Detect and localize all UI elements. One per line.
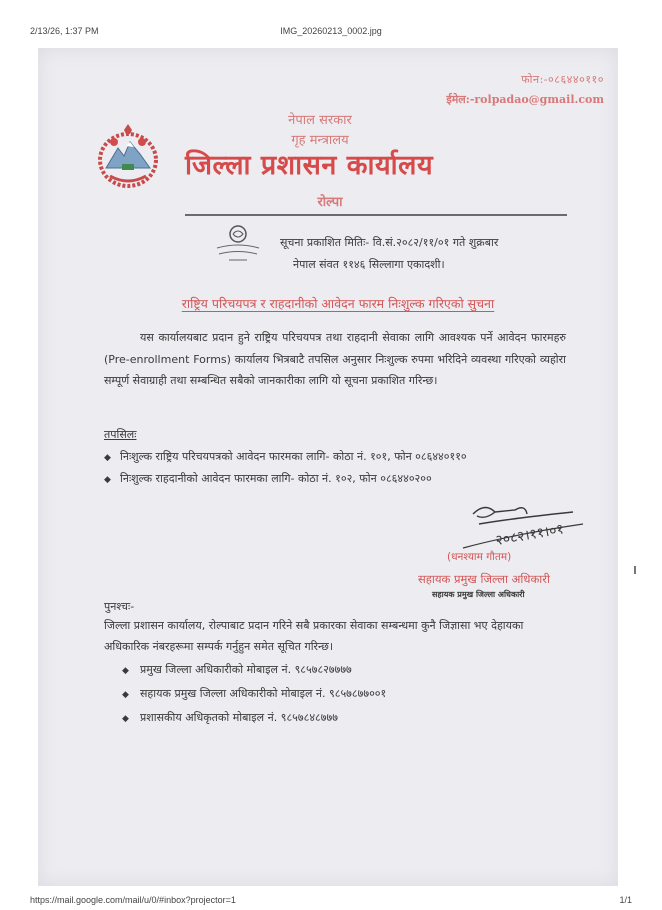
postscript-text: जिल्ला प्रशासन कार्यालय, रोल्पाबाट प्रदान गरिने सबै प्रकारका सेवाका सम्बन्धमा कुनै जिज्ञासा भए देहायका अधिकारिक नंबरहरूमा सम्पर्क गर्नुहुन समेत सूचित गरिन्छ। (104, 619, 524, 653)
header-divider (185, 214, 567, 216)
bullet-icon: ◆ (122, 690, 129, 700)
postscript-label: पुनश्चः- (104, 600, 135, 613)
bullet-icon: ◆ (122, 714, 129, 724)
signer-stamp: सहायक प्रमुख जिल्ला अधिकारी (432, 590, 525, 599)
district-name: रोल्पा (317, 195, 343, 210)
bullet-icon: ◆ (104, 453, 111, 463)
bullet-icon: ◆ (104, 475, 111, 485)
bullet-icon: ◆ (122, 666, 129, 676)
office-stamp-icon (215, 224, 261, 264)
list-item (122, 662, 522, 677)
office-title: जिल्ला प्रशासन कार्यालय (185, 150, 434, 181)
contact-text: सहायक प्रमुख जिल्ला अधिकारीको मोबाइल नं. ९८५७८७७००१ (140, 687, 387, 700)
list-item (104, 471, 564, 486)
signer-title: सहायक प्रमुख जिल्ला अधिकारी (418, 572, 550, 586)
print-filename: IMG_20260213_0002.jpg (280, 26, 382, 36)
signature-date: २०८२।११।०१ (494, 521, 566, 550)
tapsil-heading: तपसिलः (104, 428, 137, 441)
nepal-sambat-line: नेपाल संवत ११४६ सिल्लागा एकादशी। (293, 258, 445, 271)
nepal-emblem-icon (96, 120, 160, 192)
list-item (104, 449, 564, 464)
print-header (0, 26, 662, 40)
tapsil-item-text: निःशुल्क राष्ट्रिय परिचयपत्रको आवेदन फारमका लागि- कोठा नं. १०१, फोन ०८६४४०११० (120, 450, 467, 463)
tapsil-item-text: निःशुल्क राहदानीको आवेदन फारमका लागि- कोठा नं. १०२, फोन ०८६४४०२०० (120, 472, 432, 485)
government-name: नेपाल सरकार (288, 113, 352, 128)
contact-text: प्रमुख जिल्ला अधिकारीको मोबाइल नं. ९८५७८२७७७७ (140, 663, 352, 676)
contact-text: प्रशासकीय अधिकृतको मोबाइल नं. ९८५७८४८७७७ (140, 711, 338, 724)
print-url: https://mail.google.com/mail/u/0/#inbox?projector=1 (30, 895, 236, 905)
notice-date-line: सूचना प्रकाशित मितिः- वि.सं.२०८२/११/०१ गते शुक्रबार (280, 236, 499, 249)
print-footer (0, 895, 662, 909)
notice-title: राष्ट्रिय परिचयपत्र र राहदानीको आवेदन फारम निःशुल्क गरिएको सुचना (181, 296, 495, 311)
signature (455, 494, 595, 556)
office-phone: फोन:-०८६४४०११० (521, 73, 604, 86)
list-item (122, 710, 522, 725)
office-email: ईमेल:-rolpadao@gmail.com (446, 93, 604, 106)
ministry-name: गृह मन्त्रालय (291, 133, 349, 148)
scan-mark (634, 566, 636, 574)
page-number: 1/1 (619, 895, 632, 905)
notice-body: यस कार्यालयबाट प्रदान हुने राष्ट्रिय परिचयपत्र तथा राहदानी सेवाका लागि आवश्यक पर्ने आवेदन फारमहरु (Pre-enrollment Forms) कार्यालय भित्रबाटै तपसिल अनुसार निःशुल्क रुपमा भरिदिने व्यवस्था गरिएको व्यहोरा सम्पूर्ण सेवाग्राही तथा सम्बन्धित सबैको जानकारीका लागि यो सूचना प्रकाशित गरिन्छ। (104, 331, 566, 387)
signer-name: (धनश्याम गौतम) (447, 551, 512, 563)
print-timestamp: 2/13/26, 1:37 PM (30, 26, 99, 36)
list-item (122, 686, 522, 701)
